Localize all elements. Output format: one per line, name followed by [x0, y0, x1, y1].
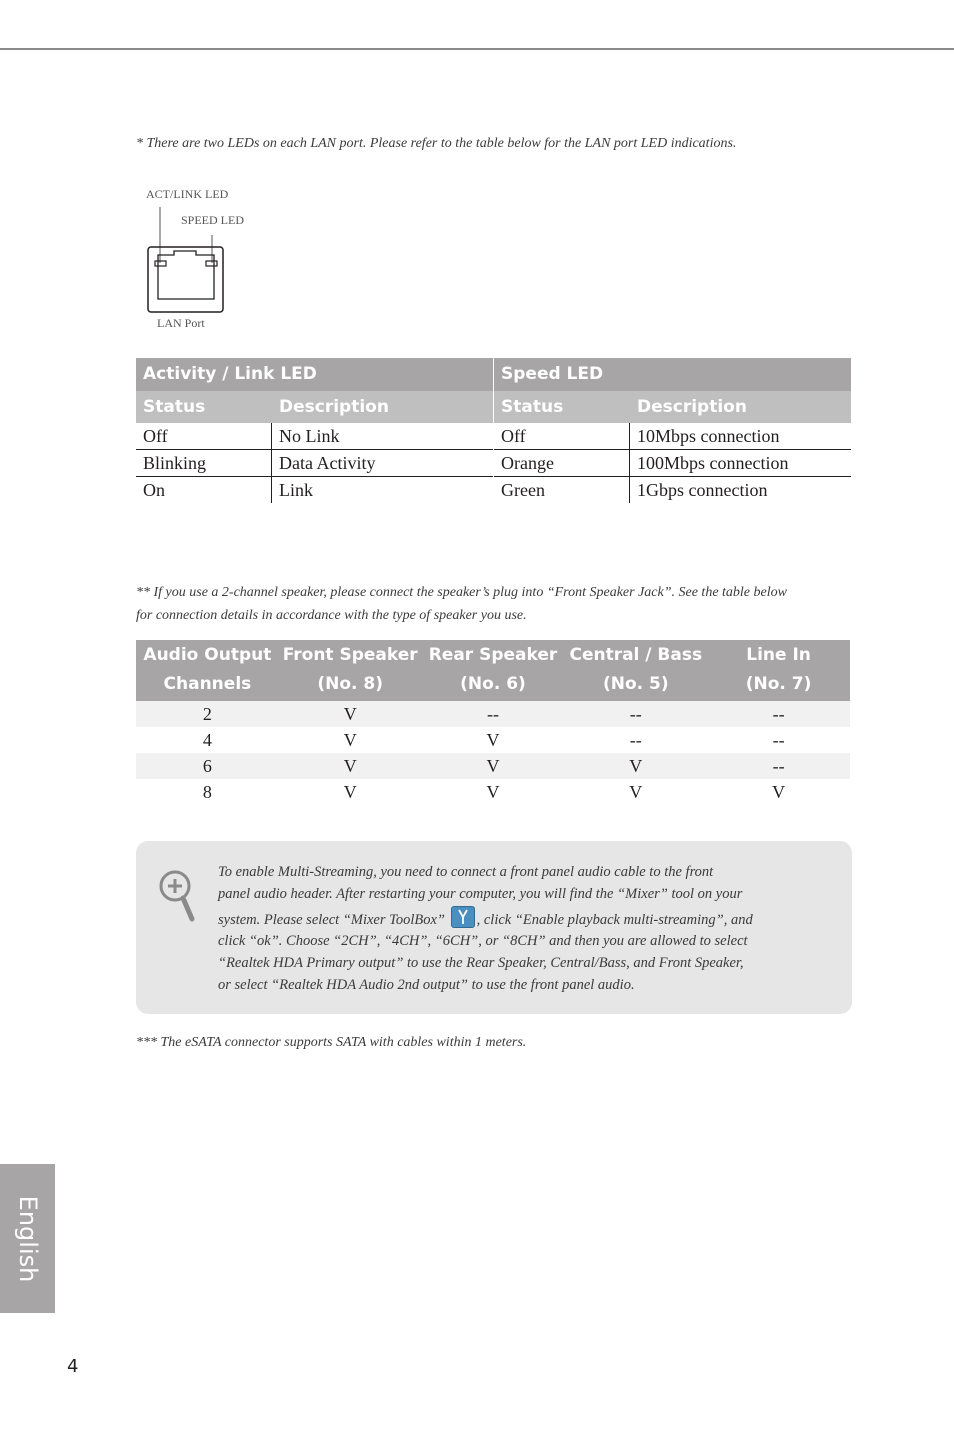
status-cell: Off — [136, 423, 272, 449]
table-row — [136, 779, 850, 805]
table-cell: 8 — [202, 782, 212, 802]
page-number: 4 — [67, 1356, 79, 1377]
tip-text — [218, 862, 793, 997]
speed-col-status: Status — [501, 397, 564, 417]
table-cell: -- — [629, 730, 642, 750]
header-cell — [279, 641, 422, 701]
table-cell: V — [343, 756, 357, 776]
esata-note: *** The eSATA connector supports SATA with cables within 1 meters. — [136, 1035, 527, 1050]
tip-line: , click “Enable playback multi-streaming”, and — [476, 911, 753, 928]
audio-table-header — [136, 640, 850, 701]
table-cell: V — [486, 782, 500, 802]
status-cell: On — [136, 477, 272, 503]
speed-table-title: Speed LED — [494, 358, 851, 391]
table-cell: -- — [486, 704, 499, 724]
activity-link-led-table — [136, 358, 493, 503]
speaker-note-line: for connection details in accordance with the type of speaker you use. — [136, 608, 527, 623]
status-cell: Orange — [494, 450, 630, 476]
mixer-toolbox-icon — [451, 906, 475, 928]
table-cell: -- — [772, 730, 785, 750]
status-cell: Blinking — [136, 450, 272, 476]
status-cell: Off — [494, 423, 630, 449]
description-cell: 100Mbps connection — [637, 453, 789, 473]
table-row — [494, 477, 851, 503]
description-cell: Data Activity — [279, 453, 376, 473]
table-row — [494, 450, 851, 477]
speed-table-subheader — [494, 391, 851, 423]
tip-line: “Realtek HDA Primary output” to use the Rear Speaker, Central/Bass, and Front Speaker, — [218, 955, 744, 972]
table-cell: V — [629, 782, 643, 802]
header-cell — [136, 641, 279, 701]
header-line: (No. 7) — [745, 674, 812, 694]
header-line: Central / Bass — [569, 645, 703, 665]
header-cell — [707, 641, 850, 701]
table-cell: V — [343, 782, 357, 802]
table-row — [136, 701, 850, 727]
speed-led-label: SPEED LED — [181, 213, 244, 227]
speaker-note — [136, 581, 856, 627]
description-cell: Link — [279, 480, 313, 500]
speaker-note-line: ** If you use a 2-channel speaker, please connect the speaker’s plug into “Front Speaker Jack”. See the table below — [136, 585, 787, 600]
table-cell: -- — [629, 704, 642, 724]
table-row — [136, 450, 493, 477]
tip-line: click “ok”. Choose “2CH”, “4CH”, “6CH”, or “8CH” and then you are allowed to select — [218, 933, 748, 950]
audio-output-table — [136, 640, 850, 805]
description-cell: No Link — [279, 426, 340, 446]
table-row — [494, 423, 851, 450]
table-cell: V — [486, 756, 500, 776]
table-cell: 2 — [202, 704, 212, 724]
table-cell: V — [343, 730, 357, 750]
table-cell: -- — [772, 756, 785, 776]
activity-table-subheader — [136, 391, 493, 423]
header-line: (No. 8) — [317, 674, 384, 694]
table-row — [136, 727, 850, 753]
table-cell: V — [629, 756, 643, 776]
header-line: (No. 5) — [602, 674, 669, 694]
status-cell: Green — [494, 477, 630, 503]
header-cell — [422, 641, 565, 701]
table-cell: V — [343, 704, 357, 724]
activity-col-status: Status — [143, 397, 206, 417]
header-cell — [564, 641, 707, 701]
header-line: Front Speaker — [282, 645, 418, 665]
tip-line-with-icon — [218, 906, 793, 932]
header-line: Line In — [746, 645, 811, 665]
language-label: English — [13, 1195, 42, 1282]
table-cell: -- — [772, 704, 785, 724]
table-cell: V — [772, 782, 786, 802]
lan-port-diagram — [140, 185, 270, 335]
lan-port-label: LAN Port — [157, 316, 205, 330]
header-line: Channels — [163, 674, 252, 694]
table-cell: 6 — [202, 756, 212, 776]
tip-line: or select “Realtek HDA Audio 2nd output” to use the front panel audio. — [218, 976, 635, 993]
table-row — [136, 753, 850, 779]
language-side-tab — [0, 1164, 55, 1313]
table-cell: V — [486, 730, 500, 750]
magnifier-plus-icon — [158, 869, 198, 925]
activity-col-description: Description — [279, 397, 389, 417]
table-row — [136, 477, 493, 503]
speed-led-table — [494, 358, 851, 503]
description-cell: 1Gbps connection — [637, 480, 768, 500]
activity-table-title: Activity / Link LED — [136, 358, 493, 391]
act-link-led-label: ACT/LINK LED — [146, 187, 229, 201]
lan-led-note: * There are two LEDs on each LAN port. Please refer to the table below for the LAN port LED indications. — [136, 136, 737, 151]
speed-col-description: Description — [637, 397, 747, 417]
description-cell: 10Mbps connection — [637, 426, 780, 446]
tip-box — [136, 841, 852, 1014]
table-cell: 4 — [202, 730, 212, 750]
tip-line: To enable Multi-Streaming, you need to connect a front panel audio cable to the front — [218, 864, 714, 880]
table-row — [136, 423, 493, 450]
header-line: Rear Speaker — [428, 645, 558, 665]
tip-line: system. Please select “Mixer ToolBox” — [218, 911, 445, 928]
tip-line: panel audio header. After restarting your computer, you will find the “Mixer” tool on your — [218, 885, 743, 902]
header-line: (No. 6) — [460, 674, 526, 694]
lan-port-icon — [140, 185, 270, 315]
header-line: Audio Output — [143, 645, 272, 665]
top-rule — [0, 48, 954, 50]
